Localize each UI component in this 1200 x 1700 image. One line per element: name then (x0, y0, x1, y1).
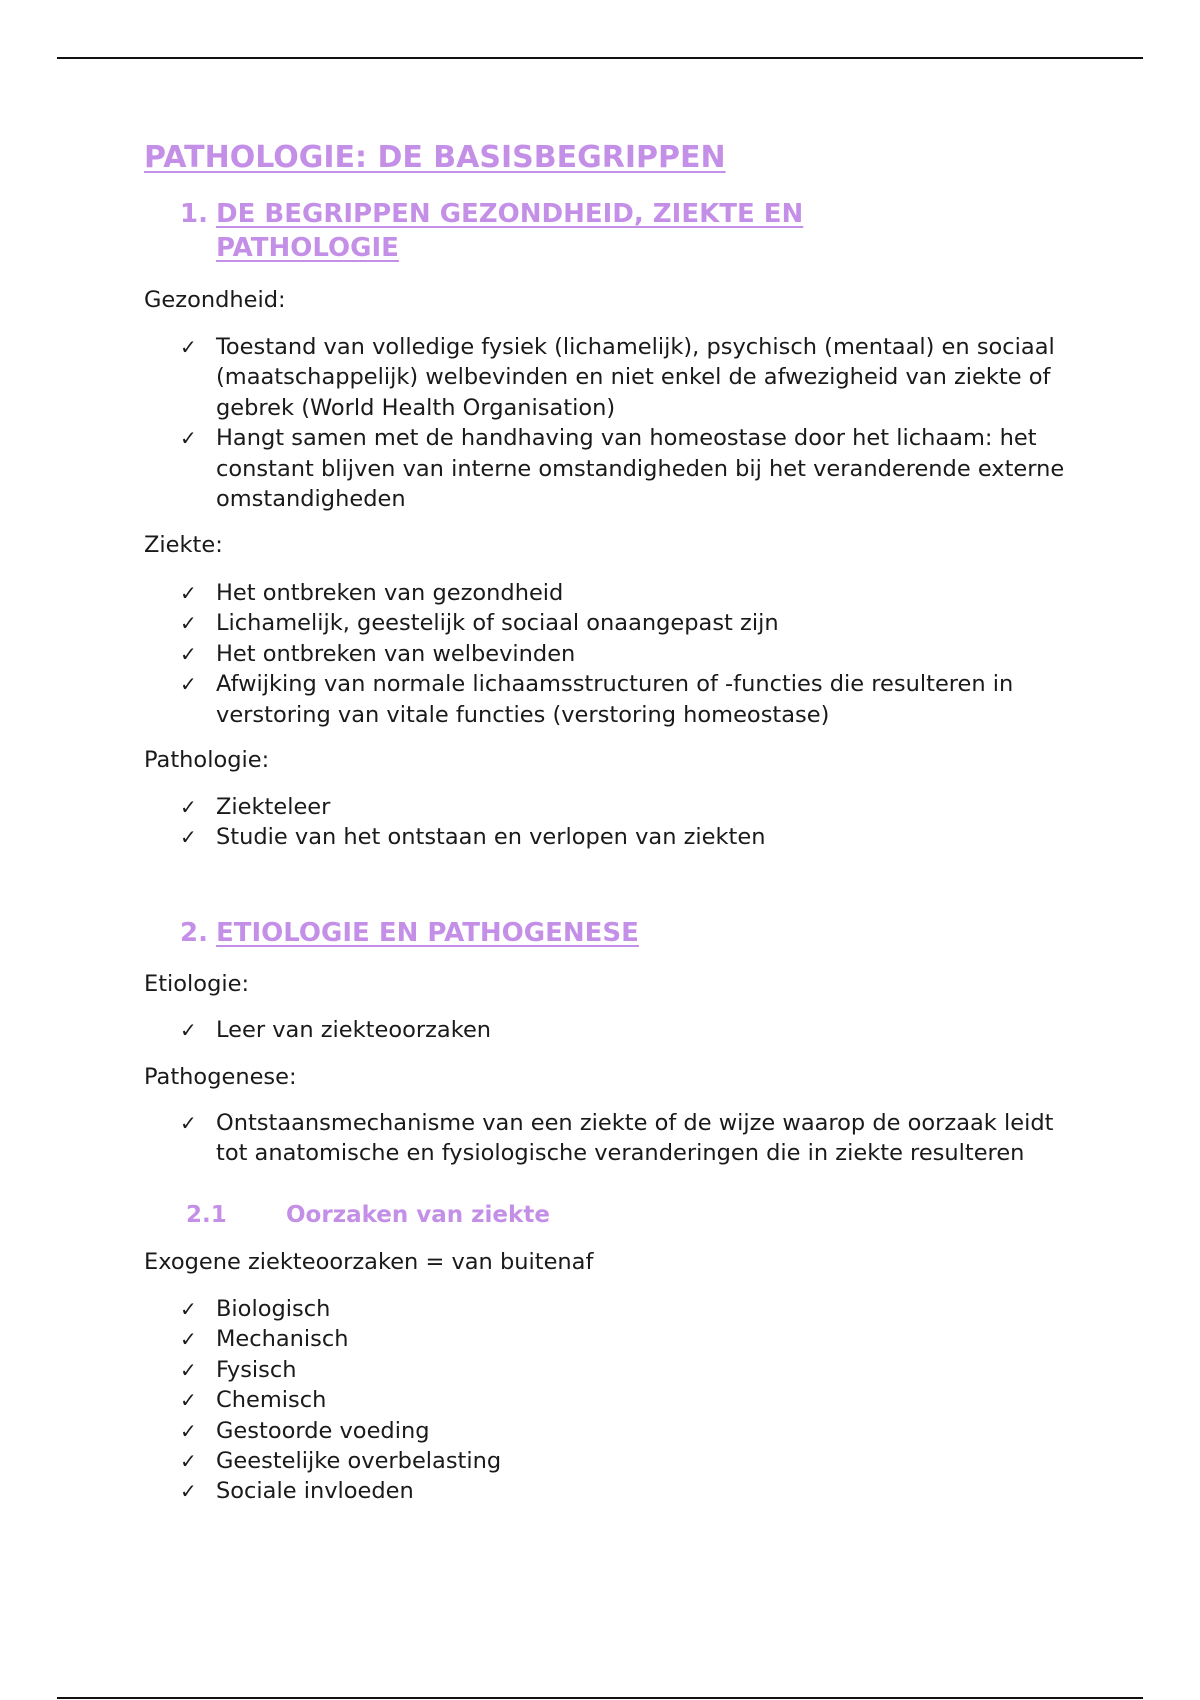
list-item: ✓ Fysisch (180, 1355, 1080, 1385)
group-label-gezondheid: Gezondheid: (144, 287, 286, 313)
list-item: ✓ Het ontbreken van gezondheid (180, 578, 1080, 608)
check-icon: ✓ (180, 1418, 197, 1443)
check-icon: ✓ (180, 795, 197, 819)
list-item: ✓ Lichamelijk, geestelijk of sociaal onaangepast zijn (180, 608, 1080, 638)
list-item: ✓ Ziekteleer (180, 792, 1080, 822)
list-pathologie (180, 792, 1080, 853)
check-icon: ✓ (180, 581, 197, 605)
subsection-heading-2-1 (186, 1200, 550, 1230)
list-item: ✓ Mechanisch (180, 1324, 1080, 1354)
list-ziekte (180, 578, 1080, 730)
check-icon: ✓ (180, 1018, 197, 1042)
section-number: 2. (180, 918, 208, 948)
check-icon: ✓ (180, 672, 197, 697)
list-gezondheid (180, 332, 1080, 514)
check-icon: ✓ (180, 1111, 197, 1135)
list-item: ✓ Biologisch (180, 1294, 1080, 1324)
list-exogene (180, 1294, 1080, 1507)
list-item: ✓ Toestand van volledige fysiek (lichamelijk), psychisch (mentaal) en sociaal (maatschappelijk) welbevinden en niet enkel de afwezigheid van ziekte of gebrek (World Health Organisation) (180, 332, 1080, 423)
group-label-ziekte: Ziekte: (144, 532, 223, 558)
check-icon: ✓ (180, 1327, 197, 1352)
list-item: ✓ Geestelijke overbelasting (180, 1446, 1080, 1476)
check-icon: ✓ (180, 641, 197, 666)
check-icon: ✓ (180, 1357, 197, 1382)
subsection-number: 2.1 (186, 1202, 227, 1228)
section-title: DE BEGRIPPEN GEZONDHEID, ZIEKTE EN PATHOLOGIE (216, 199, 804, 263)
list-item: ✓ Afwijking van normale lichaamsstructuren of -functies die resulteren in verstoring van vitale functies (verstoring homeostase) (180, 669, 1080, 730)
section-heading-2 (180, 916, 916, 950)
group-label-exogene: Exogene ziekteoorzaken = van buitenaf (144, 1249, 594, 1275)
section-number: 1. (180, 199, 208, 229)
check-icon: ✓ (180, 426, 197, 451)
document-title: PATHOLOGIE: DE BASISBEGRIPPEN (144, 140, 726, 175)
check-icon: ✓ (180, 1297, 197, 1321)
section-title: ETIOLOGIE EN PATHOGENESE (216, 918, 639, 948)
subsection-title: Oorzaken van ziekte (286, 1202, 550, 1228)
group-label-etiologie: Etiologie: (144, 971, 250, 997)
list-item: ✓ Gestoorde voeding (180, 1416, 1080, 1446)
section-heading-1 (180, 197, 916, 265)
check-icon: ✓ (180, 1479, 197, 1504)
check-icon: ✓ (180, 335, 197, 359)
header-rule (57, 57, 1143, 59)
check-icon: ✓ (180, 1449, 197, 1474)
list-pathogenese (180, 1108, 1080, 1169)
check-icon: ✓ (180, 1388, 197, 1413)
list-item: ✓ Hangt samen met de handhaving van homeostase door het lichaam: het constant blijven van interne omstandigheden bij het veranderende externe omstandigheden (180, 423, 1080, 514)
list-item: ✓ Ontstaansmechanisme van een ziekte of de wijze waarop de oorzaak leidt tot anatomische en fysiologische veranderingen die in ziekte resulteren (180, 1108, 1080, 1169)
group-label-pathogenese: Pathogenese: (144, 1064, 297, 1090)
list-item: ✓ Chemisch (180, 1385, 1080, 1415)
list-item: ✓ Leer van ziekteoorzaken (180, 1015, 1080, 1045)
list-item: ✓ Het ontbreken van welbevinden (180, 639, 1080, 669)
list-etiologie (180, 1015, 1080, 1045)
footer-rule (57, 1697, 1143, 1699)
list-item: ✓ Studie van het ontstaan en verlopen van ziekten (180, 822, 1080, 852)
check-icon: ✓ (180, 825, 197, 850)
group-label-pathologie: Pathologie: (144, 747, 270, 773)
list-item: ✓ Sociale invloeden (180, 1476, 1080, 1506)
check-icon: ✓ (180, 611, 197, 636)
